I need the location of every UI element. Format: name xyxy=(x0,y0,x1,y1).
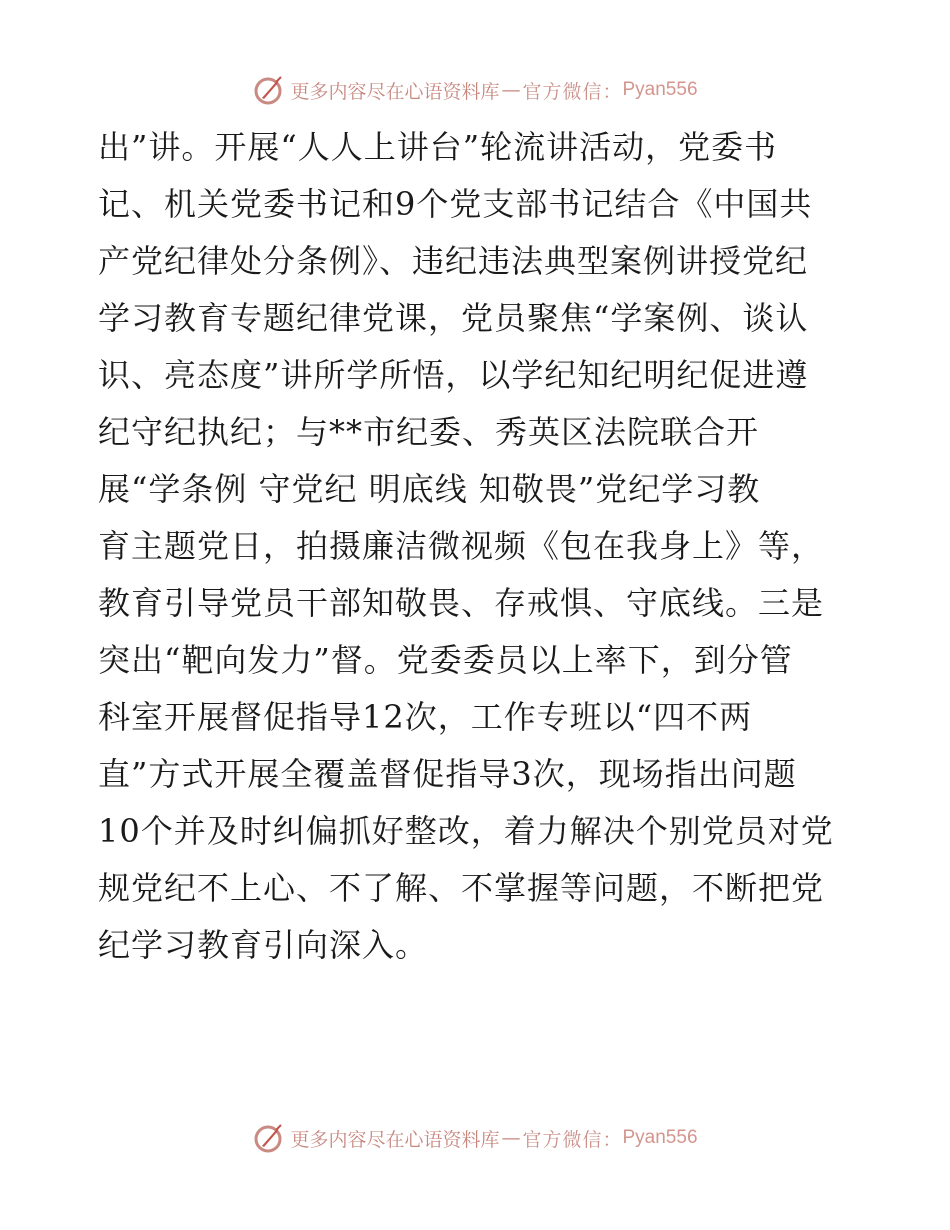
watermark-id: Pyan556 xyxy=(622,79,698,100)
footer-watermark xyxy=(0,1118,950,1158)
watermark-brand: 更多内容尽在心语资料库 xyxy=(290,1128,500,1151)
text-line: 展“学条例 守党纪 明底线 知敬畏”党纪学习教 xyxy=(98,470,761,508)
text-line: 纪守纪执纪；与**市纪委、秀英区法院联合开 xyxy=(98,413,760,451)
header-watermark xyxy=(0,70,950,110)
text-line: 育主题党日，拍摄廉洁微视频《包在我身上》等， xyxy=(98,527,825,565)
watermark-id: Pyan556 xyxy=(622,1127,698,1148)
text-line: 产党纪律处分条例》、违纪违法典型案例讲授党纪 xyxy=(98,242,809,280)
text-line: 突出“靶向发力”督。党委委员以上率下，到分管 xyxy=(98,641,793,679)
text-line: 科室开展督促指导12次，工作专班以“四不两 xyxy=(98,698,753,736)
text-line: 直”方式开展全覆盖督促指导3次，现场指出问题 xyxy=(98,755,797,793)
text-line: 纪学习教育引向深入。 xyxy=(98,926,429,964)
quill-logo-icon xyxy=(252,1122,284,1154)
watermark-label: 官方微信： xyxy=(522,1128,623,1151)
text-line: 教育引导党员干部知敬畏、存戒惧、守底线。三是 xyxy=(98,584,825,622)
text-line: 规党纪不上心、不了解、不掌握等问题，不断把党 xyxy=(98,869,825,907)
text-line: 学习教育专题纪律党课，党员聚焦“学案例、谈认 xyxy=(98,299,809,337)
watermark-label: 官方微信： xyxy=(522,80,623,103)
watermark-brand: 更多内容尽在心语资料库 xyxy=(290,80,500,103)
text-line: 记、机关党委书记和9个党支部书记结合《中国共 xyxy=(98,185,813,223)
quill-logo-icon xyxy=(252,74,284,106)
watermark-separator: — xyxy=(501,79,521,101)
text-line: 识、亮态度”讲所学所悟，以学纪知纪明纪促进遵 xyxy=(98,356,809,394)
text-line: 出”讲。开展“人人上讲台”轮流讲活动，党委书 xyxy=(98,128,778,166)
text-line: 10个并及时纠偏抓好整改，着力解决个别党员对党 xyxy=(98,812,834,850)
watermark-separator: — xyxy=(501,1127,521,1149)
